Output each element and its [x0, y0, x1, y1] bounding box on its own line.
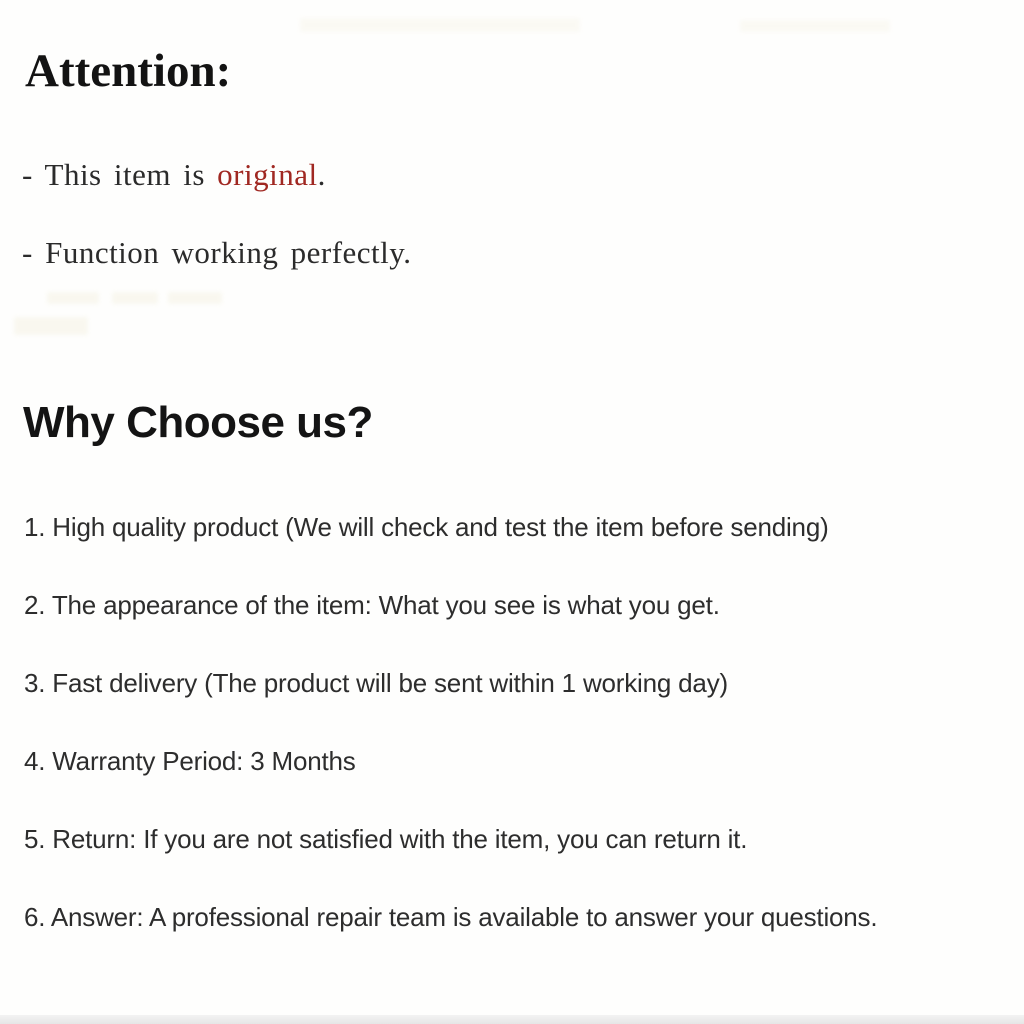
attention-line1-prefix: - This item is	[22, 157, 218, 192]
list-item-appearance: 2. The appearance of the item: What you see is what you get.	[24, 590, 720, 620]
attention-line1-suffix: .	[317, 157, 326, 192]
faded-text-artifact	[14, 317, 88, 335]
faded-text-artifact	[300, 18, 580, 32]
faded-text-artifact	[112, 292, 158, 304]
bottom-edge-strip	[0, 1015, 1024, 1024]
attention-point-function: - Function working perfectly.	[22, 235, 412, 270]
attention-point-original	[22, 157, 326, 193]
list-item-high-quality: 1. High quality product (We will check and test the item before sending)	[24, 512, 829, 542]
list-item-warranty: 4. Warranty Period: 3 Months	[24, 746, 356, 776]
attention-line1-highlight: original	[217, 157, 318, 192]
faded-text-artifact	[168, 292, 222, 304]
list-item-fast-delivery: 3. Fast delivery (The product will be sent within 1 working day)	[24, 668, 728, 698]
attention-heading: Attention:	[25, 45, 232, 97]
why-choose-us-list	[24, 514, 877, 930]
list-item-return: 5. Return: If you are not satisfied with the item, you can return it.	[24, 824, 748, 854]
faded-text-artifact	[47, 292, 99, 304]
faded-text-artifact	[740, 20, 890, 32]
list-item-answer: 6. Answer: A professional repair team is available to answer your questions.	[24, 902, 878, 932]
why-choose-us-heading: Why Choose us?	[23, 398, 373, 447]
